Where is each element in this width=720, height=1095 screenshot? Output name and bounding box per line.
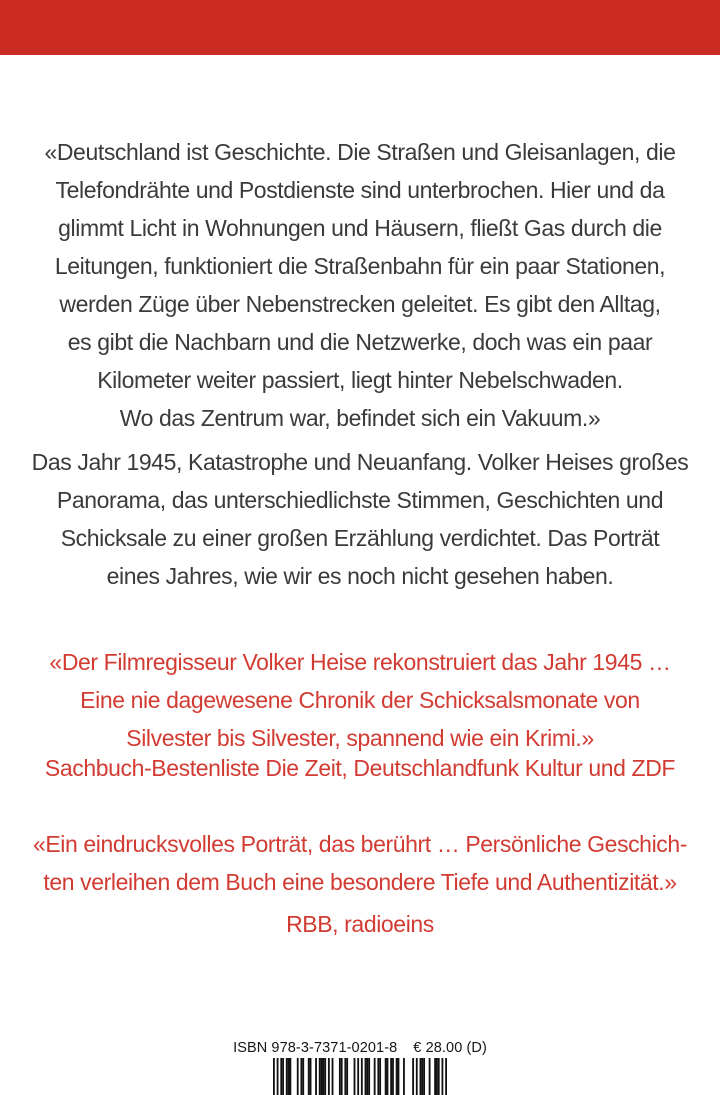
price-text: € 28.00 (D) bbox=[413, 1040, 487, 1056]
press-quote-1 bbox=[0, 643, 720, 757]
main-quote-line: «Deutschland ist Geschichte. Die Straßen und Gleisanlagen, die bbox=[44, 139, 676, 165]
synopsis-line: Das Jahr 1945, Katastrophe und Neuanfang. Volker Heises großes bbox=[31, 449, 689, 475]
synopsis-line: Schicksale zu einer großen Erzählung verdichtet. Das Porträt bbox=[60, 525, 660, 551]
main-quote-line: Leitungen, funktioniert die Straßenbahn für ein paar Stationen, bbox=[54, 253, 666, 279]
press-quote-2-line: ten verleihen dem Buch eine besondere Tiefe und Authentizität.» bbox=[43, 869, 677, 895]
press-quote-1-line: Eine nie dagewesene Chronik der Schicksalsmonate von bbox=[80, 687, 640, 713]
main-quote-line: glimmt Licht in Wohnungen und Häusern, fließt Gas durch die bbox=[58, 215, 662, 241]
press-quote-2 bbox=[0, 825, 720, 901]
synopsis-line: Panorama, das unterschiedlichste Stimmen, Geschichten und bbox=[56, 487, 664, 513]
synopsis bbox=[0, 443, 720, 595]
isbn-text: ISBN 978-3-7371-0201-8 bbox=[233, 1040, 398, 1056]
main-quote-line: Wo das Zentrum war, befindet sich ein Vakuum.» bbox=[119, 405, 601, 431]
cover-top-band bbox=[0, 0, 720, 55]
synopsis-line: eines Jahres, wie wir es noch nicht gesehen haben. bbox=[106, 563, 614, 589]
main-quote-line: es gibt die Nachbarn und die Netzwerke, doch was ein paar bbox=[67, 329, 653, 355]
press-quote-1-line: «Der Filmregisseur Volker Heise rekonstruiert das Jahr 1945 … bbox=[49, 649, 671, 675]
press-source-1: Sachbuch-Bestenliste Die Zeit, Deutschlandfunk Kultur und ZDF bbox=[44, 755, 676, 781]
main-quote bbox=[0, 133, 720, 437]
main-quote-line: Telefondrähte und Postdienste sind unterbrochen. Hier und da bbox=[55, 177, 665, 203]
press-source-2: RBB, radioeins bbox=[286, 911, 434, 937]
main-quote-line: werden Züge über Nebenstrecken geleitet. Es gibt den Alltag, bbox=[59, 291, 661, 317]
main-quote-line: Kilometer weiter passiert, liegt hinter Nebelschwaden. bbox=[97, 367, 623, 393]
press-quote-1-line: Silvester bis Silvester, spannend wie ein Krimi.» bbox=[126, 725, 594, 751]
press-quote-2-line: «Ein eindrucksvolles Porträt, das berührt … Persönliche Geschich- bbox=[32, 831, 688, 857]
isbn-row bbox=[0, 1040, 720, 1057]
barcode bbox=[273, 1058, 447, 1095]
